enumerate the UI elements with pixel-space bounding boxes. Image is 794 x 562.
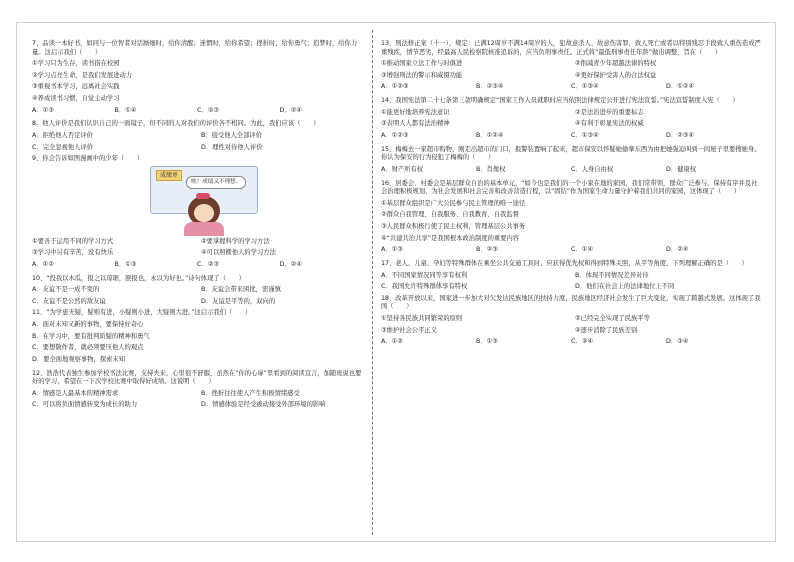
statement-item: ②削减青少年超越法律的特权 [575,60,657,68]
hair-bow-icon [196,193,210,199]
statement-item: ①要善于运用不同的学习方式 [32,237,114,245]
choice-b: B．①③ [476,338,498,346]
choice-b: B．①②④ [476,131,504,139]
cartoon-illustration [150,166,260,236]
statement-item: ③维护社会公平正义 [381,326,438,334]
report-card-title: 成绩单 [156,170,182,181]
question-stem: 13、刑法修正案（十一），规定：已满12周岁不满14周岁的人，犯故意杀人、故意伤害罪，致人死亡或者以特别残忍手段致人重伤造成严重残疾，情节恶劣，经最高人民检察院核准追诉的，应当负刑事责任。正式将“最低刑事责任年龄”做出调整，旨在（ ） [381,40,761,56]
statement-item: ③增强刑法的警示和威慑功能 [381,71,463,79]
choice-a: A．①③ [381,246,403,254]
question-13 [381,40,761,92]
statement-item: ②学习点亮生命，是我们发展进动力 [32,71,133,79]
question-stem: 16、居委会、村委会是基层群众自治的基本单元，“如今也是我们的一个小家在地的家园，我们常带领，群众广泛参与，保持有序并及社会治理积极规划，为社会发展和社会完善和改善营造行程，以“固结”作为国家生命力量守护着我们共同的家园，这体现了（ ） [381,179,758,196]
statement-item: ④有利于彰显宪法的权威 [575,120,644,128]
speech-bubble: 唉！成绩又不理想。 [186,176,246,189]
question-7 [32,40,362,115]
question-17 [381,260,761,292]
choice-d: D．理性对待他人评价 [201,143,263,151]
statement-item: ④逐步消除了民族差别 [575,326,638,334]
question-stem: 18、改革开放以来，国家进一步加大对欠发达民族地区的扶持力度，民族地区经济社会发生了巨大变化，实现了跨越式发展。这体现了我国（ ） [381,294,761,311]
choice-a: A．①②③ [381,131,409,139]
question-stem: 14、我国宪法第二十七条第三款明确规定“国家工作人员就职时应当依照法律规定公开进行宪法宣誓。”宪法宣誓制度入宪（ ） [381,97,739,105]
question-10 [32,275,362,307]
question-stem: 12、浩浩代表独生参加学校书法比赛，支持夫来，心里很不舒服，虽然在“你的心扉”里看到的阅读宣言，加随班说也要好的学习，希望在一下次学校比赛中取得好成绩。这说明（ ） [32,369,362,386]
girl-body [184,222,224,236]
choice-d: D．要全面地观察事物，探索未知 [32,355,126,363]
choice-a: A．面对未知又新的事物，要保持好奇心 [32,321,144,329]
question-15 [381,146,761,175]
girl-face [194,204,214,222]
question-16 [381,180,761,255]
statement-item: ②要掌握科学的学习方法 [201,237,270,245]
statement-item: ②群众自我管理、自我服务、自我教育、自我监督 [381,211,519,219]
choice-c: C．①③④ [571,131,599,139]
choice-c: C．②③ [197,260,219,268]
choice-b: B．体现不同情况差异对待 [575,271,649,279]
statement-item: ①坚持各民族共同繁荣的原则 [381,315,463,322]
choice-d: D．①②④ [666,83,695,91]
question-stem: 17、老人、儿童、孕妇等特殊群体在乘坐公共交通工具时，应获得优先权和得到特殊关照，从平等角度，下列理解正确的是（ ） [381,260,748,268]
choice-d: D．健康权 [666,165,697,173]
choice-d: D．②④ [666,246,689,254]
question-stem: 10、“投我以木瓜，报之以琼琚，匪报也，永以为好也。”诗句体现了（ ） [32,274,245,282]
choice-d: D．友谊是平等的，双向的 [201,297,276,305]
statement-item: ①基层群众组织是广大公民参与民主管理的唯一途径 [381,199,526,207]
statement-item: ①推动国家立法工作与时俱进 [381,60,463,68]
choice-a: A．①③ [32,106,54,114]
choice-c: C．②③ [197,106,219,114]
choice-d: D．他们在社会上的法律地位上不同 [575,283,675,291]
question-stem: 15、梅梅去一家超市购物，刚走出超市的门口，报警装置响了起来，超市保安以怀疑她偷拿东西为由把她强迫叫到一间屋子里要搜她身。你认为保安的行为侵犯了梅梅的（ ） [381,145,761,162]
question-11 [32,309,362,364]
choice-c: C．①④ [571,246,593,254]
choice-d: D．③④ [666,338,689,346]
choice-a: A．情感是人最基本的精神需求 [32,389,119,397]
choice-c: C．可以将负面情感转变为成长的助力 [32,401,138,409]
choice-b: B．①④ [114,106,137,114]
choice-a: A．①② [32,260,54,268]
choice-c: C．①③④ [571,83,599,91]
choice-b: B．在学习中，要有批判质疑的精神和勇气 [32,332,150,340]
choice-d: D．②④ [279,260,302,268]
choice-b: B．挫折往往使人产生积极情绪感受 [201,389,300,397]
question-8 [32,120,362,152]
choice-a: A．①②③ [381,83,409,91]
choice-b: B．②③④ [476,83,504,91]
choice-c: C．要想敬作者，就必须要压他人的观点 [32,344,144,352]
choice-b: B．接受他人全部评价 [201,131,262,139]
statement-item: ③学习中另有辛苦，没有快乐 [32,249,114,257]
question-14 [381,97,761,140]
choice-b: B．肖像权 [476,165,506,173]
statement-item: ②是法治进步的重要标志 [575,108,644,116]
choice-d: D．情感体验是经受被动接受外部环境的影响 [201,401,326,409]
choice-a: A．友谊不是一成不变的 [32,286,100,294]
question-stem: 9、你会告诉如图漫画中的少年（ ） [32,155,144,163]
question-stem: 8．他人评价是我们认识自己的一面镜子，但不同的人对我们的评价各不相同。为此，我们应该（ ） [32,120,320,128]
question-stem: 11、“为学患无疑，疑则有进，小疑则小进，大疑则大进。”这启示我们（ ） [32,309,252,317]
question-18 [381,295,761,347]
choice-a: A．财产所有权 [381,165,424,173]
statement-item: ②已经完全实现了民族平等 [575,315,650,322]
question-9 [32,155,362,269]
left-column [32,40,362,410]
statement-item: ③重视书本学习，远离社会实践 [32,83,120,91]
statement-item: ④可以照搬他人的学习方法 [201,249,276,257]
choice-d: D．②④ [279,106,302,114]
statement-item: ①学习只为生存，读书指在校园 [32,60,120,68]
choice-d: D．②③④ [666,131,695,139]
statement-item: ③人民群众积极行使了民主权利，管理基层公共事务 [381,223,526,231]
choice-c: C．友谊不是公然的敌友谊 [32,297,106,305]
choice-a: A．不同国家情况同等享有权利 [381,271,468,279]
question-stem: 7、品读一本好书，如同与一位智者对话厮细时，给你清醒；迷惘时，给你希望；挫折时，给你勇气；追梦时，给你力量。这启示我们（ ） [32,40,358,56]
statement-item: ④养成读书习惯，自觉主动学习 [32,94,120,102]
statement-item: ④“共建共治共享”是我国根本政治制度的重要内容 [381,234,520,242]
choice-c: C．②④ [571,338,593,346]
column-divider [372,30,373,535]
choice-b: B．①③ [114,260,137,268]
choice-c: C．完全忽视他人评价 [32,143,94,151]
choice-b: B．②③ [476,246,498,254]
choice-a: A．①② [381,338,403,346]
choice-b: B．友谊会带来困扰，需谨慎 [201,286,281,294]
statement-item: ④更好保护受害人的合法权益 [575,71,657,79]
statement-item: ①能更好地培养宪法意识 [381,108,450,116]
right-column [381,40,761,347]
question-12 [32,370,362,410]
choice-a: A．拒绝他人否定评价 [32,131,93,139]
statement-item: ③表明人人都有法治精神 [381,120,450,128]
choice-c: C．人身自由权 [571,165,614,173]
choice-c: C．我国允许特殊群体享有特权 [381,283,468,291]
